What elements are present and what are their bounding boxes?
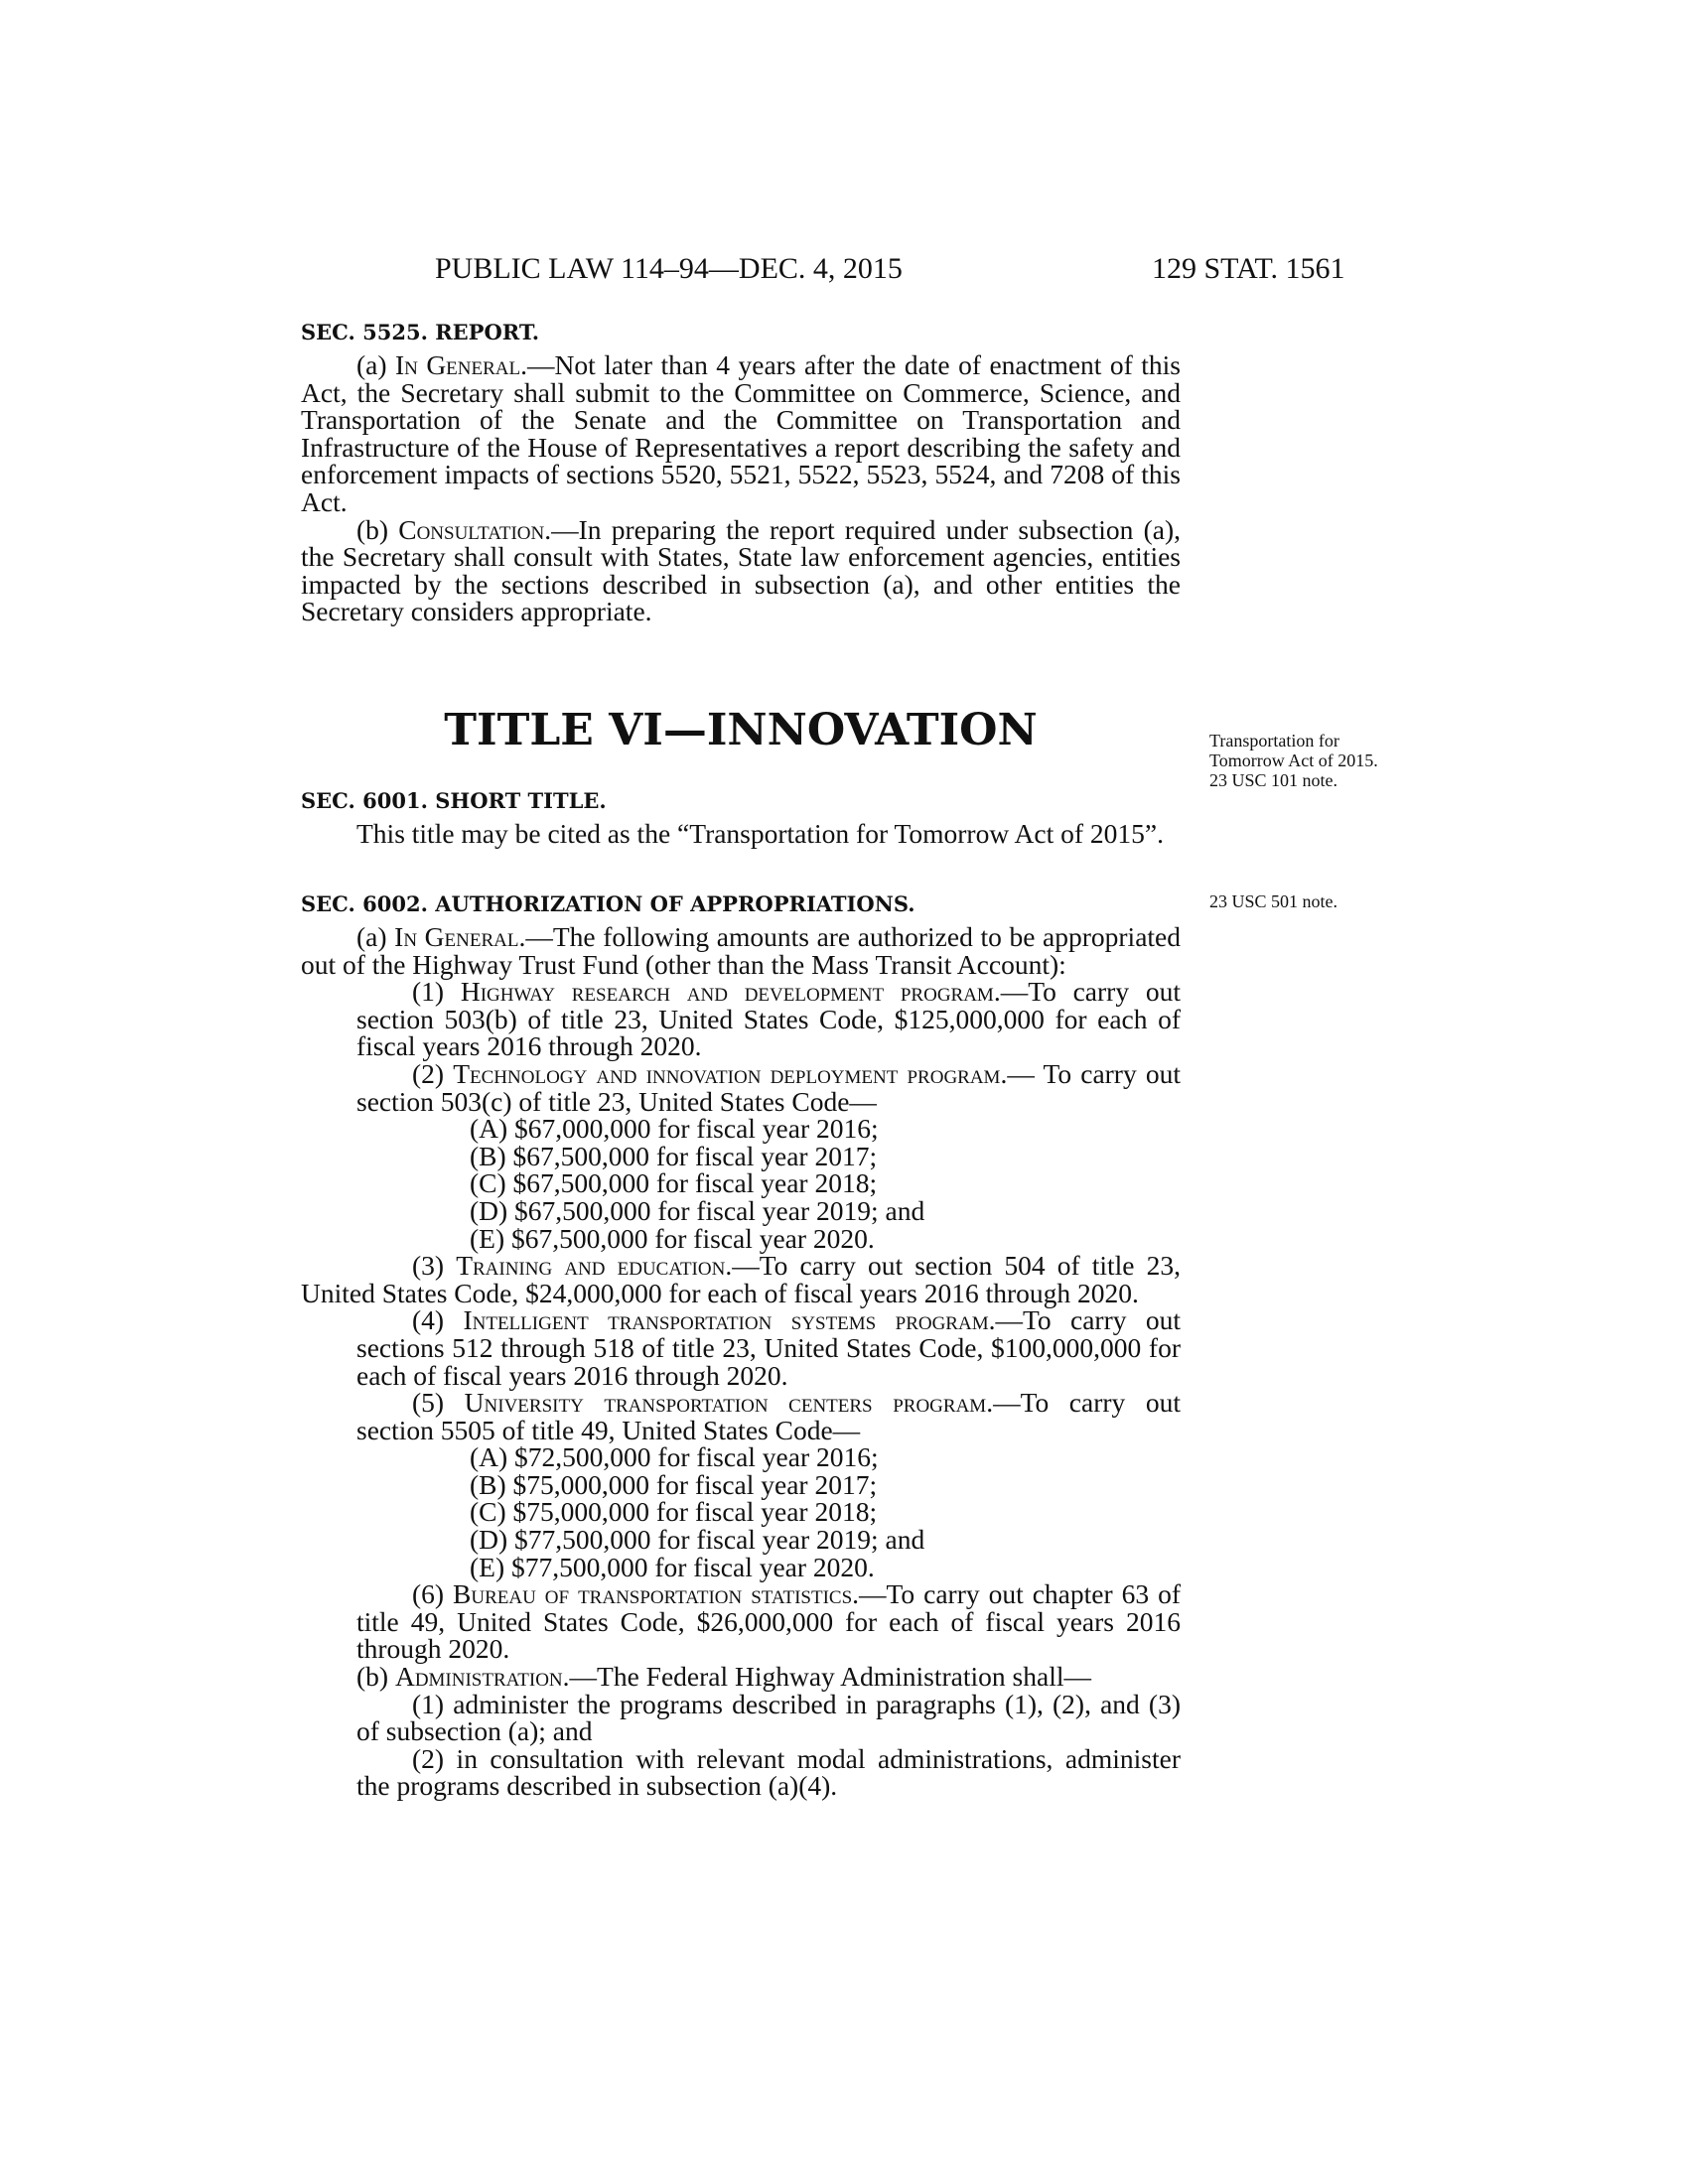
- list-item: (B) $67,500,000 for fiscal year 2017;: [470, 1140, 878, 1171]
- paragraph-a: (a) In General.—The following amounts are authorized to be appropriated out of the Highway Trust Fund (other than the Mass Transit Account):: [301, 921, 1181, 980]
- paragraph-a4: (4) Intelligent transportation systems program.—To carry out sections 512 through 518 of title 23, United States Code, $100,000,000 for each of fiscal years 2016 through 2020.: [356, 1304, 1182, 1391]
- list-item: (E) $67,500,000 for fiscal year 2020.: [470, 1222, 875, 1254]
- paragraph-a6: (6) Bureau of transportation statistics.—To carry out chapter 63 of title 49, United States Code, $26,000,000 for each of fiscal years 2016 through 2020.: [356, 1578, 1181, 1665]
- paragraph-a1: (1) Highway research and development program.—To carry out section 503(b) of title 23, United States Code, $125,000,000 for each of fiscal years 2016 through 2020.: [356, 976, 1181, 1062]
- paragraph-b2: (2) in consultation with relevant modal administrations, administer the programs described in subsection (a)(4).: [356, 1742, 1181, 1802]
- paragraph-b: (b) Consultation.—In preparing the report required under subsection (a), the Secretary shall consult with States, State law enforcement agencies, entities impacted by the sections described in subsection (a), and other entities the Secretary considers appropriate.: [301, 513, 1181, 627]
- section-5525: [301, 320, 1181, 625]
- margin-note-citation: 23 USC 101 note.: [1209, 770, 1338, 790]
- section-text: This title may be cited as the “Transportation for Tomorrow Act of 2015”.: [356, 818, 1164, 849]
- list-item: (A) $72,500,000 for fiscal year 2016;: [470, 1441, 879, 1473]
- paragraph-b1: (1) administer the programs described in paragraphs (1), (2), and (3) of subsection (a); and: [356, 1688, 1181, 1747]
- paragraph-a2: (2) Technology and innovation deployment program.— To carry out section 503(c) of title 23, United States Code—: [356, 1057, 1181, 1117]
- section-6001: [301, 788, 1181, 848]
- title-vi: [301, 703, 1181, 758]
- paragraph-a5: (5) University transportation centers program.—To carry out section 5505 of title 49, United States Code—: [356, 1387, 1181, 1445]
- margin-note-authorization: 23 USC 501 note.: [1209, 891, 1338, 911]
- running-header-title: PUBLIC LAW 114–94—DEC. 4, 2015: [435, 252, 903, 285]
- paragraph-a3: (3) Training and education.—To carry out section 504 of title 23, United States Code, $24,000,000 for each of fiscal years 2016 through 2020.: [301, 1250, 1181, 1308]
- paragraph-b: (b) Administration.—The Federal Highway Administration shall—: [356, 1661, 1091, 1693]
- list-item: (B) $75,000,000 for fiscal year 2017;: [470, 1468, 878, 1500]
- running-header-stat: 129 STAT. 1561: [1152, 252, 1345, 285]
- section-heading: SEC. 5525. REPORT.: [301, 320, 540, 344]
- section-heading: SEC. 6001. SHORT TITLE.: [301, 788, 607, 813]
- list-item: (D) $67,500,000 for fiscal year 2019; and: [470, 1194, 925, 1226]
- list-item: (E) $77,500,000 for fiscal year 2020.: [470, 1551, 875, 1582]
- margin-note-short-title: [1209, 731, 1398, 790]
- list-item: (C) $67,500,000 for fiscal year 2018;: [470, 1167, 878, 1199]
- section-6002: [301, 891, 1181, 1800]
- section-heading: SEC. 6002. AUTHORIZATION OF APPROPRIATIONS.: [301, 891, 915, 916]
- title-heading: TITLE VI—INNOVATION: [444, 705, 1038, 755]
- paragraph-a: (a) In General.—Not later than 4 years after the date of enactment of this Act, the Secretary shall submit to the Committee on Commerce, Science, and Transportation of the Senate and the Committee on Transportation and Infrastructure of the House of Representatives a report describing the safety and enforcement impacts of sections 5520, 5521, 5522, 5523, 5524, and 7208 of this Act.: [301, 349, 1181, 517]
- margin-note-text: Transportation for Tomorrow Act of 2015.: [1209, 731, 1378, 770]
- list-item: (A) $67,000,000 for fiscal year 2016;: [470, 1113, 879, 1145]
- list-item: (D) $77,500,000 for fiscal year 2019; and: [470, 1524, 925, 1556]
- list-item: (C) $75,000,000 for fiscal year 2018;: [470, 1496, 878, 1528]
